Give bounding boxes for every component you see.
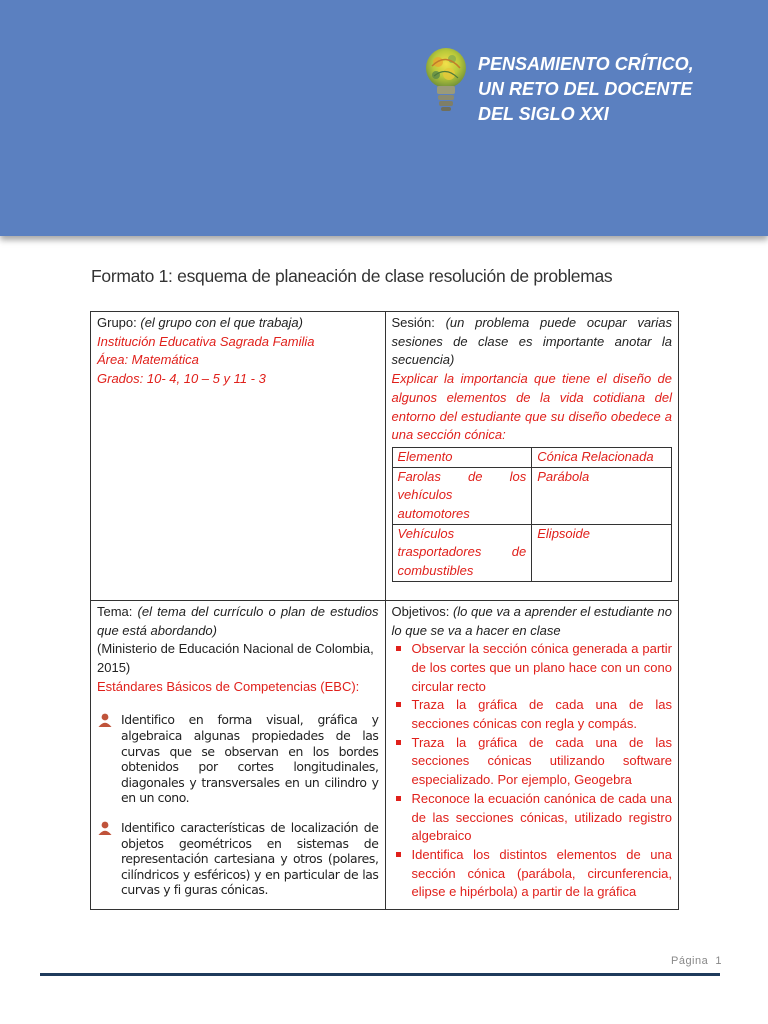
document-title: Formato 1: esquema de planeación de clase resolución de problemas — [91, 266, 613, 286]
conicas-header-elemento: Elemento — [392, 447, 532, 467]
table-row — [91, 600, 679, 909]
grupo-grados: Grados: 10- 4, 10 – 5 y 11 - 3 — [97, 371, 266, 387]
tema-source: (Ministerio de Educación Nacional de Colombia, 2015) — [97, 641, 374, 675]
table-row — [91, 312, 679, 601]
conicas-cell-elemento: Farolas de los vehículos automotores — [392, 467, 532, 524]
objetivos-list — [392, 640, 673, 902]
page-label: Página — [670, 955, 709, 967]
grupo-hint: (el grupo con el que trabaja) — [140, 315, 303, 330]
header-title — [478, 52, 738, 127]
grupo-institucion: Institución Educativa Sagrada Familia — [97, 333, 315, 349]
conicas-header-conica: Cónica Relacionada — [532, 447, 672, 467]
conicas-cell-elemento: Vehículos trasportadores de combustibles — [392, 524, 532, 581]
objetivos-cell — [385, 600, 679, 909]
standard-item — [97, 712, 379, 806]
lightbulb-logo-icon — [424, 46, 468, 114]
list-item: Identifica los distintos elementos de una sección cónica (parábola, circunferencia, elipse e hipérbola) a partir de la gráfica — [392, 846, 673, 902]
grupo-label: Grupo: — [97, 315, 137, 330]
table-row — [392, 447, 672, 467]
tema-hint: (el tema del currículo o plan de estudios que está abordando) — [97, 603, 379, 638]
list-item: Observar la sección cónica generada a partir de los cortes que un plano hace con un cono circular recto — [392, 640, 673, 696]
grupo-cell — [91, 312, 386, 601]
header-banner — [0, 0, 768, 236]
sesion-cell — [385, 312, 679, 601]
standard-text: Identifico características de localización de objetos geométricos en sistemas de representación cartesiana y otros (polares, cilíndricos y esféricos) y en particular de las curvas y fi guras cónicas. — [121, 819, 379, 898]
list-item: Traza la gráfica de cada una de las secciones cónicas con regla y compás. — [392, 696, 673, 733]
list-item: Reconoce la ecuación canónica de cada una de las secciones cónicas, utilizado registro algebraico — [392, 790, 673, 846]
conicas-table — [392, 447, 673, 582]
grupo-area: Área: Matemática — [97, 352, 199, 368]
page-number — [671, 955, 722, 967]
list-item: Traza la gráfica de cada una de las secciones cónicas utilizando software especializado. Por ejemplo, Geogebra — [392, 734, 673, 790]
planning-table — [90, 311, 679, 910]
table-row — [392, 467, 672, 524]
standard-item — [97, 820, 379, 898]
conicas-cell-conica: Parábola — [532, 467, 672, 524]
header-title-line: UN RETO DEL DOCENTE — [478, 79, 693, 99]
sesion-label: Sesión: — [391, 315, 435, 330]
footer-divider — [40, 973, 720, 976]
tema-cell — [91, 600, 386, 909]
objetivos-label: Objetivos: — [391, 603, 450, 619]
table-row — [392, 524, 672, 581]
tema-label: Tema: — [97, 603, 133, 619]
person-icon — [97, 713, 113, 727]
header-title-line: DEL SIGLO XXI — [478, 104, 609, 124]
objetivos-hint: (lo que va a aprender el estudiante no lo que se va a hacer en clase — [391, 603, 672, 638]
standards-title: Estándares Básicos de Competencias (EBC): — [97, 678, 360, 694]
person-icon — [97, 821, 113, 835]
header-title-line: PENSAMIENTO CRÍTICO, — [478, 54, 694, 74]
conicas-cell-conica: Elipsoide — [532, 524, 672, 581]
standard-text: Identifico en forma visual, gráfica y algebraica algunas propiedades de las curvas que se observan en los bordes obtenidos por cortes longitudinales, diagonales y transversales en un cilindro y en un cono. — [121, 712, 379, 806]
sesion-hint: (un problema puede ocupar varias sesiones de clase es importante anotar la secuencia) — [391, 315, 672, 368]
page-number-value: 1 — [715, 955, 722, 967]
sesion-description: Explicar la importancia que tiene el diseño de algunos elementos de la vida cotidiana del entorno del estudiante que su diseño obedece a una sección cónica: — [391, 371, 672, 443]
